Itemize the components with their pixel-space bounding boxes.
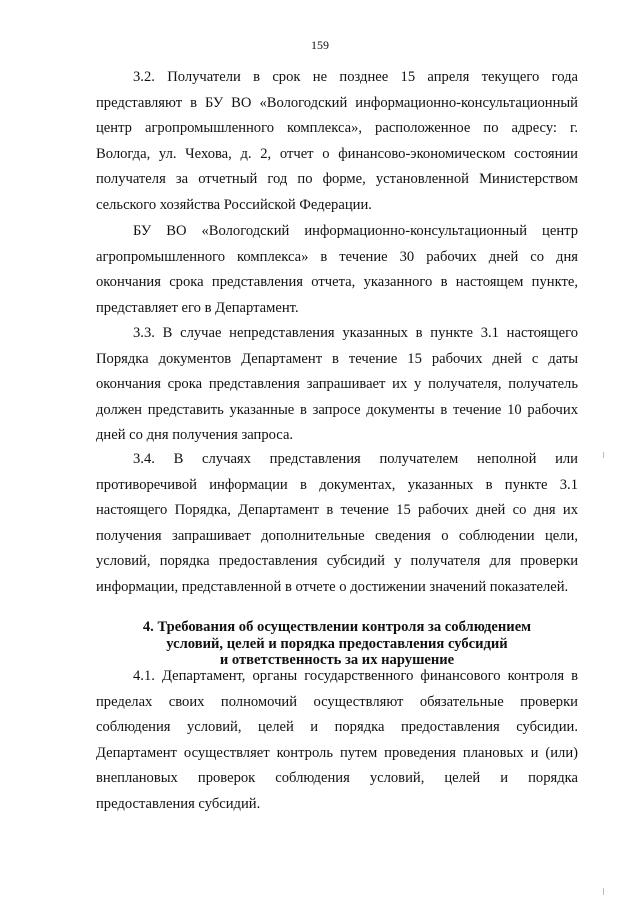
- page-number: 159: [311, 38, 329, 52]
- paragraph-3-2: 3.2. Получатели в срок не позднее 15 апреля текущего года представляют в БУ ВО «Вологодский информационно-консультационный центр агропромышленного комплекса», расположенное по адресу: г. Вологда, ул. Чехова, д. 2, отчет о финансово-экономическом состоянии получателя за отчетный год по форме, установленной Министерством сельского хозяйства Российской Федерации.: [96, 69, 578, 213]
- section-4-heading: [96, 619, 578, 669]
- paragraph-3-4: 3.4. В случаях представления получателем неполной или противоречивой информации в документах, указанных в пункте 3.1 настоящего Порядка, Департамент в течение 15 рабочих дней со дня их получения запрашивает дополнительные сведения о соблюдении цели, условий, порядка предоставления субсидий у получателя для проверки информации, представленной в отчете о достижении значений показателей.: [96, 451, 578, 595]
- scan-margin-mark: [603, 888, 604, 895]
- paragraph-bu-vo: БУ ВО «Вологодский информационно-консультационный центр агропромышленного комплекса» в течение 30 рабочих дней со дня окончания срока представления отчета, указанного в настоящем пункте, представляет его в Департамент.: [96, 223, 578, 316]
- scan-margin-mark: [603, 452, 604, 458]
- section-heading-line-2: условий, целей и порядка предоставления субсидий: [166, 635, 508, 652]
- paragraph-4-1: 4.1. Департамент, органы государственного финансового контроля в пределах своих полномочий осуществляют обязательные проверки соблюдения условий, целей и порядка предоставления субсидии. Департамент осуществляет контроль путем проведения плановых и (или) внеплановых проверок соблюдения условий, целей и порядка предоставления субсидий.: [96, 668, 578, 812]
- section-heading-line-1: 4. Требования об осуществлении контроля за соблюдением: [142, 619, 532, 635]
- section-heading-line-3: и ответственность за их нарушение: [219, 652, 455, 668]
- paragraph-3-3: 3.3. В случае непредставления указанных в пункте 3.1 настоящего Порядка документов Департамент в течение 15 рабочих дней с даты окончания срока представления запрашивает их у получателя, получатель должен представить указанные в запросе документы в течение 10 рабочих дней со дня получения запроса.: [96, 325, 578, 444]
